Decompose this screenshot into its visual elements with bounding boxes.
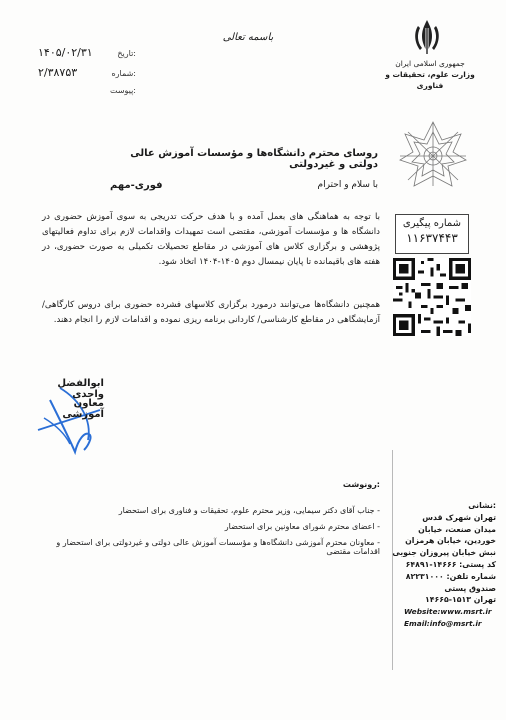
address-line: تهران شهرک قدس [422,512,496,522]
number-value: ۲/۳۸۷۵۳ [38,66,78,79]
signer-name: ابوالفضل واحدی [57,378,104,400]
number-field [38,66,136,79]
address-line: شماره تلفن: ۸۲۲۳۱۰۰۰ [405,571,496,581]
attachment-field [38,86,136,95]
iran-emblem-icon [410,18,444,56]
attachment-label: :پیوست [109,86,136,95]
date-field [38,46,136,59]
bismillah-text: باسمه تعالی [222,32,274,43]
ministry-block [378,58,482,91]
email-text: Email:info@msrt.ir [404,618,482,628]
number-label: :شماره [111,69,136,78]
address-line: نبش خیابان پیروزان جنوبی [392,548,496,558]
address-line: صندوق پستی [444,583,496,593]
rosette-ornament-icon [398,120,468,190]
address-line: :نشانی [468,501,496,510]
address-line: تهران ۱۵۱۳-۱۴۶۶۵ [424,595,496,605]
tracking-label: شماره پیگیری [402,218,462,229]
cc-line: - جناب آقای دکتر سیمایی، وزیر محترم علوم، تحقیقات و فناوری برای استحضار [118,506,380,515]
urgency-label: فوری-مهم [110,180,163,191]
date-value: ۱۴۰۵/۰۲/۳۱ [38,46,93,59]
cc-heading: :رونوشت [342,480,380,489]
body-paragraph-2: همچنین دانشگاه‌ها می‌توانند درمورد برگزاری کلاسهای فشرده حضوری برای دروس کارگاهی/ آزمایشگاهی در مقاطع کارشناسی/ کاردانی برنامه ریزی نموده و اقدامات لازم را انجام دهند. [42,300,380,325]
greeting: با سلام و احترام [317,180,378,190]
address-line: میدان صنعت، خیابان [418,524,496,534]
tracking-number: ۱۱۶۳۷۴۴۳ [406,231,458,245]
body-paragraph-1: با توجه به هماهنگی های بعمل آمده و با هدف حرکت تدریجی به سوی آموزش حضوری در دانشگاه ها و مؤسسات آموزشی، مقتضی است تمهیدات واقدامات لازم برای تداوم فعالیتهای پژوهشی و برگزاری کلاس های آموزشی در مقاطع تحصیلات تکمیلی به صورت حضوری، در هفته های باقیمانده تا پایان نیمسال دوم ۱۴۰۵-۱۴۰۴ اتخاذ شود. [42,212,380,267]
website-text: Website:www.msrt.ir [404,607,492,617]
tracking-box [395,214,469,254]
cc-line: - اعضای محترم شورای معاونین برای استحضار [224,522,380,531]
address-block [392,500,496,630]
divider [392,450,393,670]
cc-line: - معاونان محترم آموزشی دانشگاه‌ها و مؤسسات آموزش عالی دولتی و غیردولتی برای استحضار و اقدامات مقتضی [56,538,380,556]
ministry-country: جمهوری اسلامی ایران [395,59,465,68]
address-line: کد پستی: ۱۴۶۶۶-۶۴۸۹۱ [405,559,496,569]
ministry-name: وزارت علوم، تحقیقات و فناوری [385,70,475,90]
signer-title: معاون آموزشی [62,398,104,420]
qr-code-icon [393,258,471,336]
date-label: :تاریخ [117,49,136,58]
recipient-line: روسای محترم دانشگاه‌ها و مؤسسات آموزش عالی دولتی و غیردولتی [130,148,378,170]
address-line: خوردین، خیابان هرمزان [405,536,496,546]
